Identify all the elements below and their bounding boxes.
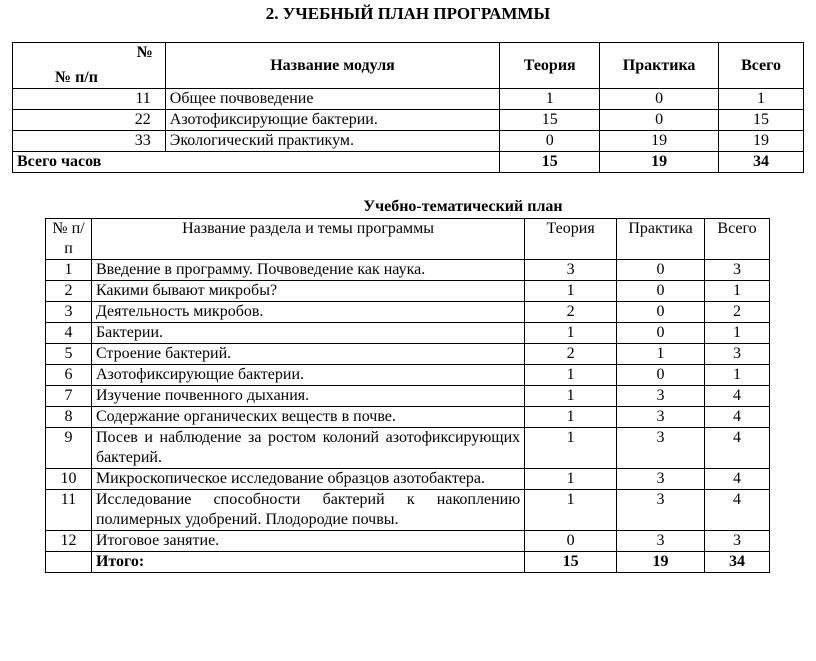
table-row — [46, 490, 770, 531]
cell-theory: 1 — [525, 365, 617, 386]
cell-practice: 3 — [617, 469, 705, 490]
cell-theory: 0 — [500, 131, 600, 152]
cell-practice: 3 — [617, 386, 705, 407]
footer-number — [46, 552, 92, 573]
header-practice: Практика — [617, 219, 705, 260]
cell-theory: 1 — [500, 89, 600, 110]
cell-total: 1 — [705, 365, 770, 386]
cell-number: 9 — [46, 428, 92, 469]
table-row — [46, 428, 770, 469]
header-practice: Практика — [600, 43, 719, 89]
cell-theory: 2 — [525, 302, 617, 323]
header-module-name: Название модуля — [165, 43, 500, 89]
cell-theory: 3 — [525, 260, 617, 281]
cell-name: Экологический практикум. — [165, 131, 500, 152]
section-subtitle: Учебно-тематический план — [363, 198, 563, 215]
cell-theory: 2 — [525, 344, 617, 365]
footer-total: 34 — [705, 552, 770, 573]
footer-theory: 15 — [500, 152, 600, 173]
table-row — [46, 344, 770, 365]
cell-practice: 3 — [617, 490, 705, 531]
cell-name: Какими бывают микробы? — [91, 281, 524, 302]
cell-practice: 0 — [617, 365, 705, 386]
cell-name: Введение в программу. Почвоведение как наука. — [91, 260, 524, 281]
cell-total: 4 — [705, 490, 770, 531]
footer-practice: 19 — [617, 552, 705, 573]
cell-practice: 3 — [617, 407, 705, 428]
table-row — [13, 110, 804, 131]
cell-number: 11 — [46, 490, 92, 531]
cell-theory: 0 — [525, 531, 617, 552]
cell-number: 2 — [46, 281, 92, 302]
cell-total: 1 — [719, 89, 804, 110]
table-row — [13, 131, 804, 152]
table-header-row — [46, 219, 770, 260]
cell-number: 22 — [13, 110, 166, 131]
table-row — [46, 469, 770, 490]
header-number: № № п/п — [13, 43, 166, 89]
curriculum-table — [12, 42, 804, 173]
cell-theory: 1 — [525, 323, 617, 344]
table-row — [46, 407, 770, 428]
cell-name: Содержание органических веществ в почве. — [91, 407, 524, 428]
cell-name: Итоговое занятие. — [91, 531, 524, 552]
header-section-name: Название раздела и темы программы — [91, 219, 524, 260]
cell-number: 12 — [46, 531, 92, 552]
thematic-plan-table — [45, 218, 770, 573]
cell-number: 5 — [46, 344, 92, 365]
cell-practice: 0 — [617, 281, 705, 302]
header-theory: Теория — [500, 43, 600, 89]
header-total: Всего — [705, 219, 770, 260]
cell-name: Строение бактерий. — [91, 344, 524, 365]
cell-total: 15 — [719, 110, 804, 131]
cell-name: Деятельность микробов. — [91, 302, 524, 323]
table-footer-row — [13, 152, 804, 173]
cell-total: 1 — [705, 281, 770, 302]
cell-total: 2 — [705, 302, 770, 323]
footer-theory: 15 — [525, 552, 617, 573]
cell-name: Азотофиксирующие бактерии. — [91, 365, 524, 386]
header-number: № п/п — [46, 219, 92, 260]
cell-name: Посев и наблюдение за ростом колоний азотофиксирующих бактерий. — [91, 428, 524, 469]
cell-number: 6 — [46, 365, 92, 386]
cell-practice: 3 — [617, 428, 705, 469]
cell-practice: 0 — [617, 260, 705, 281]
cell-practice: 0 — [600, 110, 719, 131]
cell-theory: 1 — [525, 490, 617, 531]
table-row — [46, 281, 770, 302]
cell-total: 3 — [705, 344, 770, 365]
table-row — [46, 365, 770, 386]
cell-theory: 15 — [500, 110, 600, 131]
cell-practice: 0 — [600, 89, 719, 110]
cell-total: 4 — [705, 386, 770, 407]
footer-label: Всего часов — [13, 152, 500, 173]
cell-total: 19 — [719, 131, 804, 152]
cell-practice: 1 — [617, 344, 705, 365]
cell-total: 3 — [705, 531, 770, 552]
cell-theory: 1 — [525, 469, 617, 490]
page-title: 2. УЧЕБНЫЙ ПЛАН ПРОГРАММЫ — [265, 4, 551, 23]
cell-name: Микроскопическое исследование образцов азотобактера. — [91, 469, 524, 490]
cell-number: 7 — [46, 386, 92, 407]
cell-name: Азотофиксирующие бактерии. — [165, 110, 500, 131]
cell-number: 3 — [46, 302, 92, 323]
cell-number: 11 — [13, 89, 166, 110]
cell-total: 4 — [705, 469, 770, 490]
cell-practice: 19 — [600, 131, 719, 152]
cell-total: 3 — [705, 260, 770, 281]
cell-name: Изучение почвенного дыхания. — [91, 386, 524, 407]
cell-theory: 1 — [525, 407, 617, 428]
cell-number: 4 — [46, 323, 92, 344]
cell-name: Исследование способности бактерий к накоплению полимерных удобрений. Плодородие почвы. — [91, 490, 524, 531]
cell-total: 4 — [705, 407, 770, 428]
table-header-row — [13, 43, 804, 89]
table-row — [46, 260, 770, 281]
table-row — [13, 89, 804, 110]
cell-practice: 0 — [617, 323, 705, 344]
cell-name: Бактерии. — [91, 323, 524, 344]
table-row — [46, 302, 770, 323]
footer-practice: 19 — [600, 152, 719, 173]
cell-practice: 3 — [617, 531, 705, 552]
header-theory: Теория — [525, 219, 617, 260]
footer-total: 34 — [719, 152, 804, 173]
footer-label: Итого: — [91, 552, 524, 573]
cell-name: Общее почвоведение — [165, 89, 500, 110]
table-footer-row — [46, 552, 770, 573]
cell-theory: 1 — [525, 281, 617, 302]
cell-number: 10 — [46, 469, 92, 490]
cell-total: 4 — [705, 428, 770, 469]
header-total: Всего — [719, 43, 804, 89]
cell-number: 8 — [46, 407, 92, 428]
table-row — [46, 386, 770, 407]
cell-theory: 1 — [525, 386, 617, 407]
cell-theory: 1 — [525, 428, 617, 469]
cell-practice: 0 — [617, 302, 705, 323]
cell-number: 33 — [13, 131, 166, 152]
table-row — [46, 531, 770, 552]
table-row — [46, 323, 770, 344]
cell-number: 1 — [46, 260, 92, 281]
cell-total: 1 — [705, 323, 770, 344]
